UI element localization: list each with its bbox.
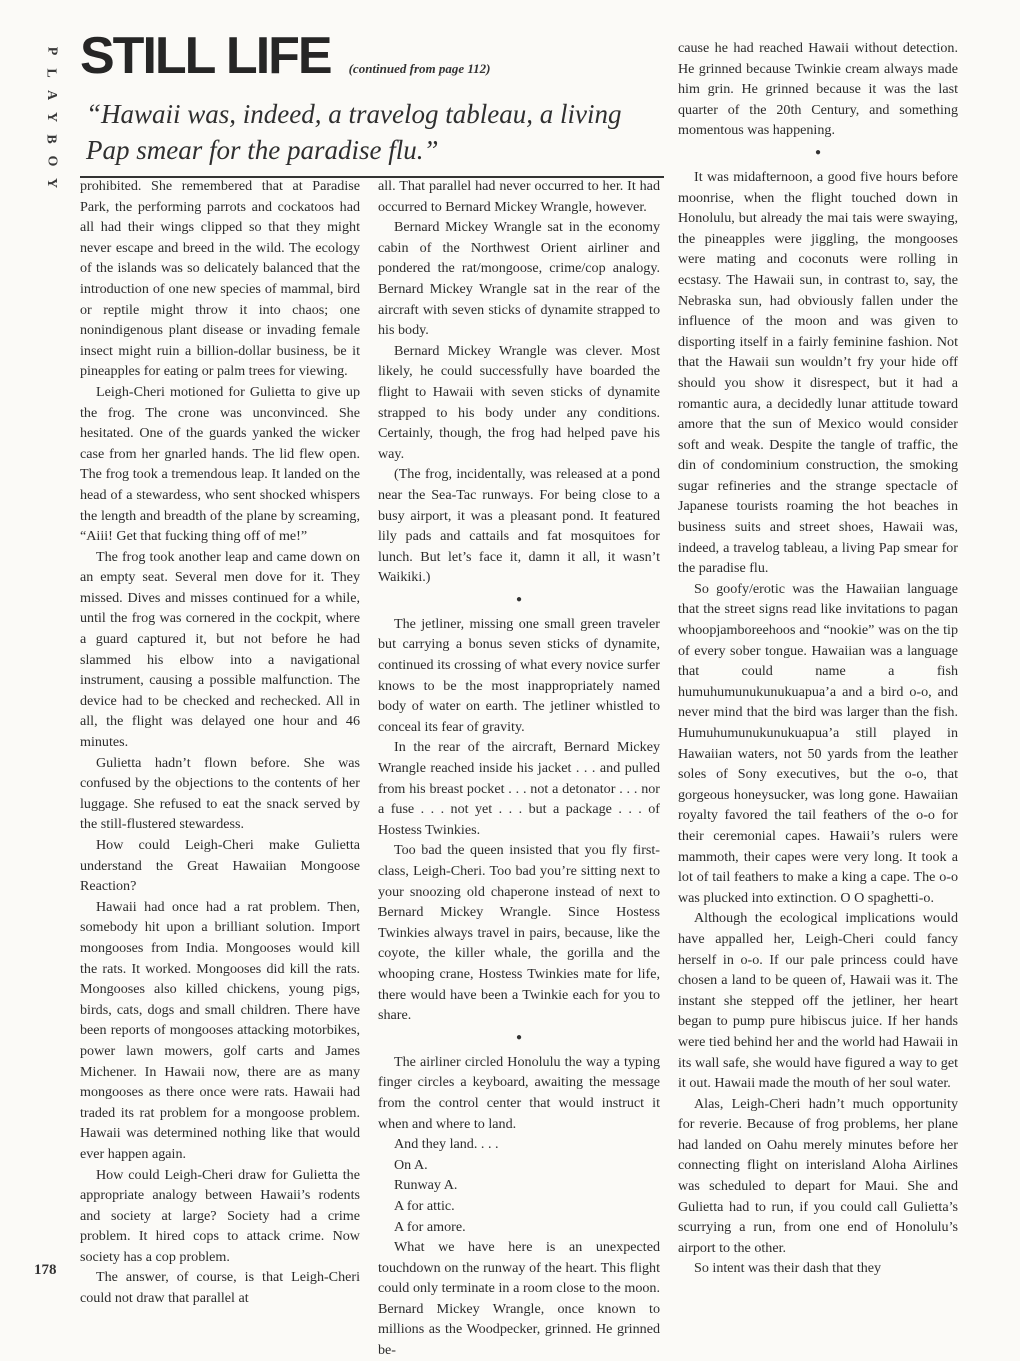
text-column-1	[80, 176, 360, 1309]
paragraph: Bernard Mickey Wrangle sat in the economy cabin of the Northwest Orient airliner and pondered the rat/mongoose, crime/cop analogy. Bernard Mickey Wrangle sat in the rear of the aircraft with seven sticks of dynamite strapped to his body.	[378, 219, 660, 339]
article-title: STILL LIFE	[80, 27, 331, 85]
paragraph: (The frog, incidentally, was released at a pond near the Sea-Tac runways. For being close to a busy airport, it was a pleasant pond. It featured lily pads and cattails and fat mosquitoes for lunch. But let’s face it, damn it all, it wasn’t Waikiki.)	[378, 466, 660, 586]
paragraph: Too bad the queen insisted that you fly first-class, Leigh-Cheri. Too bad you’re sitting next to your snoozing old chaperone instead of next to Bernard Mickey Wrangle. Since Hostess Twinkies always travel in pairs, because, like the coyote, the killer whale, the gorilla and the whooping crane, Hostess Twinkies mate for life, there would have been a Twinkie each for you to share.	[378, 842, 660, 1024]
paragraph: So intent was their dash that they	[694, 1260, 882, 1277]
paragraph: Alas, Leigh-Cheri hadn’t much opportunity for reverie. Because of frog problems, her plane had landed on Oahu merely minutes before her connecting flight on interisland Aloha Airlines was scheduled to depart for Maui. She and Gulietta had to run, if you could call Gulietta’s scurrying a run, from one end of Honolulu’s airport to the other.	[678, 1095, 958, 1256]
paragraph: cause he had reached Hawaii without detection. He grinned because Twinkie cream always made him grin. He grinned because it was the last quarter of the 20th Century, and something momentous was happening.	[678, 40, 958, 139]
paragraph: Bernard Mickey Wrangle was clever. Most likely, he could successfully have boarded the flight to Hawaii with seven sticks of dynamite strapped to his body under any conditions. Certainly, though, the frog had helped pave his way.	[378, 342, 660, 462]
paragraph: Runway A.	[394, 1177, 458, 1194]
paragraph: How could Leigh-Cheri make Gulietta understand the Great Hawaiian Mongoose Reaction?	[80, 837, 360, 895]
paragraph: A for attic.	[394, 1197, 455, 1214]
magazine-letter: L	[44, 68, 59, 78]
magazine-letter: A	[44, 89, 59, 101]
paragraph: prohibited. She remembered that at Paradise Park, the performing parrots and cockatoos had all had their wings clipped so that they might never escape and breed in the wild. The ecology of the islands was so delicately balanced that the introduction of one new species of mammal, bird or reptile might throw it into chaos; one nonindigenous plant disease or invading female insect might ruin a billion-dollar business, be it pineapples for eating or palm trees for viewing.	[80, 178, 360, 380]
pull-quote: “Hawaii was, indeed, a travelog tableau, a living Pap smear for the paradise flu.”	[86, 99, 622, 165]
paragraph: Gulietta hadn’t flown before. She was confused by the objections to the contents of her luggage. She refused to eat the snack served by the still-flustered stewardess.	[80, 754, 360, 833]
section-break-bullet: ●	[515, 1031, 523, 1043]
paragraph: It was midafternoon, a good five hours before moonrise, when the flight touched down in Honolulu, but already the mai tais were swaying, the pineapples were jiggling, the mongooses were mating and coconuts were rolling in ecstasy. The Hawaii sun, in contrast to, say, the Nebraska sun, had obviously fallen under the influence of the moon and was given to disporting itself in a fairly feminine fashion. Not that the Hawaii sun wouldn’t fry your hide off should you show it disrespect, but it had a romantic aura, a decidedly lunar attitude toward amore that the sun of Mexico would consider soft and weak. Despite the tangle of traffic, the din of condominium construction, the smoking sugar refineries and the strange spectacle of Japanese tourists roaming the hot beaches in business suits and street shoes, Hawaii was, indeed, a travelog tableau, a living Pap smear for the paradise flu.	[678, 168, 958, 577]
paragraph: So goofy/erotic was the Hawaiian language that the street signs read like invitations to pagan whoopjamboreehoos and “nookie” was on the tip of every sober tongue. Hawaiian was a language that could name a fish humuhumunukunukuapua’a and a bird o-o, and never mind that the bird was larger than the fish. Humuhumunukunukuapua’a still played in Hawaiian waters, not 50 yards from the leather soles of Sony executives, but the o-o, that gorgeous honeysucker, was long gone. Hawaiian royalty favored the tail feathers of the o-o for their ceremonial capes. Hawaii’s rulers were mammoth, their capes were very long. It took a lot of tail feathers to make a king a cape. The o-o was plucked into extinction. O O spaghetti-o.	[678, 580, 958, 906]
section-break-bullet: ●	[814, 146, 822, 158]
paragraph: Leigh-Cheri motioned for Gulietta to give up the frog. The crone was unconvinced. She hesitated. One of the guards yanked the wicker case from her gnarled hands. The lid flew open. The frog took a tremendous leap. It landed on the head of a stewardess, who sent shocked whispers the length and breadth of the plane by screaming, “Aiii! Get that fucking thing off of me!”	[80, 383, 360, 545]
section-break-bullet: ●	[515, 593, 523, 605]
continued-note: (continued from page 112)	[348, 61, 491, 76]
article-header	[80, 27, 491, 85]
paragraph: And they land. . . .	[394, 1136, 499, 1153]
magazine-letter: O	[43, 155, 59, 167]
magazine-letter: Y	[44, 111, 59, 123]
magazine-letter: B	[44, 134, 59, 144]
paragraph: The frog took another leap and came down on an empty seat. Several men dove for it. They missed. Dives and misses continued for a while, until the frog was cornered in the cockpit, where a guard captured it, but not before he had slammed his elbow into a navigational instrument, causing a possible malfunction. The device had to be checked and rechecked. All in all, the flight was delayed one hour and 46 minutes.	[80, 548, 360, 751]
magazine-letter: P	[44, 46, 59, 56]
magazine-name-vertical	[36, 40, 66, 194]
magazine-letter: Y	[44, 177, 59, 189]
paragraph: How could Leigh-Cheri draw for Gulietta the appropriate analogy between Hawaii’s rodents and society at large? Society had a crime problem. It hired cops to attack crime. Now society has a cop problem.	[80, 1166, 360, 1265]
paragraph: What we have here is an unexpected touchdown on the runway of the heart. This flight could only terminate in a room close to the moon. Bernard Mickey Wrangle, once known to millions as the Woodpecker, grinned. He grinned be-	[378, 1239, 660, 1359]
paragraph: Although the ecological implications would have appalled her, Leigh-Cheri could fancy herself in o-o. If our pale princess could have chosen a land to be queen of, Hawaii was it. The instant she stepped off the jetliner, her heart began to pump pure hibiscus juice. If her hands were tied behind her and the world had Hawaii in its wall safe, she would have figured a way to get it out. Hawaii made the mouth of her soul water.	[678, 910, 958, 1092]
text-column-3	[678, 38, 958, 1279]
paragraph: The jetliner, missing one small green traveler but carrying a bonus seven sticks of dynamite, continued its crossing of what every novice surfer knows to be the most inappropriately named body of water on earth. The jetliner whistled to conceal its fear of gravity.	[378, 615, 660, 735]
text-column-2	[378, 176, 660, 1361]
paragraph: A for amore.	[394, 1218, 466, 1235]
paragraph: Hawaii had once had a rat problem. Then, somebody hit upon a brilliant solution. Import mongooses from India. Mongooses would kill the rats. It worked. Mongooses did kill the rats. Mongooses also killed chickens, young pigs, birds, cats, dogs and small children. There have been reports of mongooses attacking motorbikes, power lawn mowers, golf carts and James Michener. In Hawaii now, there are as many mongooses as there once were rats. Hawaii had traded its rat problem for a mongoose problem. Hawaii was determined nothing like that would ever happen again.	[80, 898, 360, 1162]
paragraph: all. That parallel had never occurred to her. It had occurred to Bernard Mickey Wrangle, however.	[378, 178, 660, 215]
paragraph: The airliner circled Honolulu the way a typing finger circles a keyboard, awaiting the message from the control center that would instruct it when and where to land.	[378, 1053, 660, 1132]
page-number: 178	[34, 1262, 57, 1278]
paragraph: On A.	[394, 1156, 428, 1173]
paragraph: The answer, of course, is that Leigh-Cheri could not draw that parallel at	[80, 1269, 360, 1307]
paragraph: In the rear of the aircraft, Bernard Mickey Wrangle reached inside his jacket . . . and pulled from his breast pocket . . . not a detonator . . . nor a fuse . . . not yet . . . but a package . . . of Hostess Twinkies.	[378, 739, 660, 838]
